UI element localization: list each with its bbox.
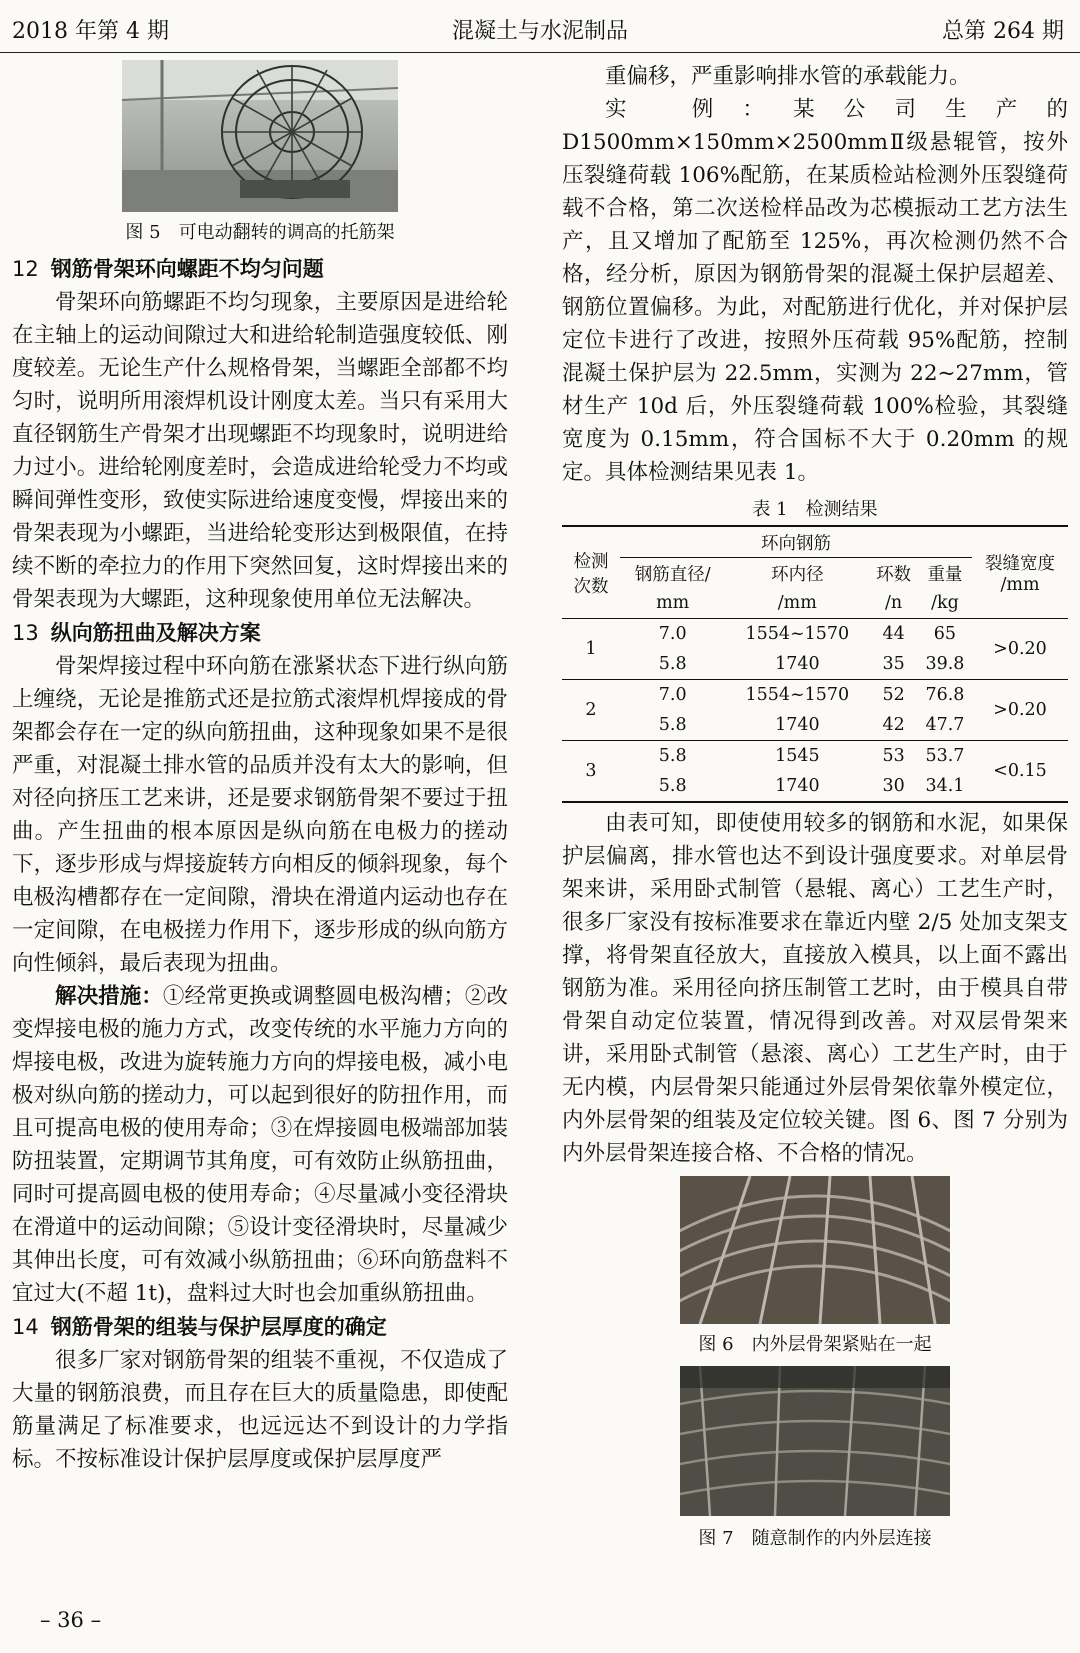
figure-6 — [562, 1176, 1068, 1358]
analysis-paragraph: 由表可知，即使使用较多的钢筋和水泥，如果保护层偏离，排水管也达不到设计强度要求。对单层骨架来讲，采用卧式制管（悬辊、离心）工艺生产时，很多厂家没有按标准要求在靠近内壁 2/5 处加支架支撑，将骨架直径放大，直接放入模具，以上面不露出钢筋为准。采用径向挤压制管工艺时，由于模具自带骨架自动定位装置，情况得到改善。对双层骨架来讲，采用卧式制管（悬滚、离心）工艺生产时，由于无内模，内层骨架只能通过外层骨架依靠外模定位，内外层骨架的组装及定位较关键。图 6、图 7 分别为内外层骨架连接合格、不合格的情况。 — [562, 811, 1068, 1166]
section-12-number: 12 — [12, 257, 39, 281]
continued-paragraph: 重偏移，严重影响排水管的承载能力。 — [605, 64, 971, 89]
figure-7-photo — [680, 1366, 950, 1516]
cell-test: 3 — [585, 761, 597, 781]
section-12-title: 钢筋骨架环向螺距不均匀问题 — [50, 257, 324, 281]
section-13-paragraph-1: 骨架焊接过程中环向筋在涨紧状态下进行纵向筋上缠绕，无论是推筋式还是拉筋式滚焊机焊接成的骨架都会存在一定的纵向筋扭曲，这种现象如果不是很严重，对混凝土排水管的品质并没有太大的影响，但对径向挤压工艺来讲，还是要求钢筋骨架不要过于扭曲。产生扭曲的根本原因是纵向筋在电极力的搓动下，逐步形成与焊接旋转方向相反的倾斜现象，每个电极沟槽都存在一定间隙，滑块在滑道内运动也存在一定间隙，在电极搓力作用下，逐步形成的纵向筋方向性倾斜，最后表现为扭曲。 — [12, 654, 508, 976]
cell-weight: 76.8 — [925, 685, 965, 705]
example-paragraph: 实 例：某公司生产的 D1500mm×150mm×2500mmⅡ级悬辊管，按外压裂缝荷载 106%配筋，在某质检站检测外压裂缝荷载不合格，第二次送检样品改为芯模振动工艺方法生产，且又增加了配筋至 125%，再次检测仍然不合格，经分析，原因为钢筋骨架的混凝土保护层超差、钢筋位置偏移。为此，对配筋进行优化，并对保护层定位卡进行了改进，按照外压荷载 95%配筋，控制混凝土保护层为 22.5mm，实测为 22~27mm，管材生产 10d 后，外压裂缝荷载 100%检验，其裂缝宽度为 0.15mm，符合国标不大于 0.20mm 的规定。具体检测结果见表 1。 — [562, 97, 1068, 485]
col-header-diameter: 钢筋直径/ — [634, 564, 711, 585]
left-column — [12, 60, 508, 1476]
col-header-test — [562, 526, 620, 619]
cell-inner: 1554~1570 — [745, 624, 850, 644]
cell-weight: 39.8 — [925, 654, 965, 674]
cell-test: 2 — [585, 700, 597, 720]
col-header-crack — [972, 526, 1068, 619]
cell-test: 1 — [585, 639, 597, 659]
table-row — [562, 680, 1068, 711]
cell-rings: 35 — [882, 654, 905, 674]
col-unit-rings: /n — [885, 593, 903, 613]
cell-weight: 65 — [933, 624, 957, 644]
solution-text: ①经常更换或调整圆电极沟槽；②改变焊接电极的施力方式，改变传统的水平施力方向的焊接电极，改进为旋转施力方向的焊接电极，减小电极对纵向筋的搓动力，可以起到很好的防扭作用，而且可提高电极的使用寿命；③在焊接圆电极端部加装防扭装置，定期调节其角度，可有效防止纵筋扭曲，同时可提高圆电极的使用寿命；④尽量减小变径滑块在滑道中的运动间隙；⑤设计变径滑块时，尽量减少其伸出长度，可有效减小纵筋扭曲；⑥环向筋盘料不宜过大(不超 1t)，盘料过大时也会加重纵筋扭曲。 — [12, 984, 508, 1306]
cell-inner: 1740 — [775, 715, 820, 735]
table-1-title: 表 1 检测结果 — [752, 499, 878, 520]
section-14-number: 14 — [12, 1315, 39, 1339]
cell-weight: 34.1 — [925, 776, 965, 796]
cell-crack: >0.20 — [993, 700, 1047, 720]
cell-rings: 44 — [882, 624, 905, 644]
col-header-crack-line1: 裂缝宽度 — [985, 554, 1055, 574]
col-header-inner: 环内径 — [771, 564, 824, 585]
cell-crack: <0.15 — [993, 761, 1047, 781]
cell-crack: >0.20 — [993, 639, 1047, 659]
results-table — [562, 525, 1068, 803]
cell-dia: 5.8 — [658, 776, 687, 796]
section-13-title: 纵向筋扭曲及解决方案 — [50, 621, 261, 645]
right-column — [562, 60, 1068, 1552]
cell-inner: 1740 — [775, 776, 820, 796]
figure-7 — [562, 1366, 1068, 1552]
section-13-number: 13 — [12, 621, 39, 645]
col-group-ring-steel: 环向钢筋 — [620, 526, 972, 558]
section-14-title: 钢筋骨架的组装与保护层厚度的确定 — [50, 1315, 387, 1339]
section-14-heading — [12, 1310, 508, 1344]
cell-inner: 1545 — [775, 746, 820, 766]
section-12-heading — [12, 252, 508, 286]
col-header-test-line2: 次数 — [573, 576, 609, 597]
table-row — [562, 741, 1068, 772]
col-header-test-line1: 检测 — [573, 551, 609, 572]
col-unit-diameter: mm — [656, 593, 690, 613]
cell-rings: 42 — [882, 715, 905, 735]
cell-inner: 1740 — [775, 654, 820, 674]
col-unit-weight: /kg — [931, 593, 959, 613]
figure-5-caption: 图 5 可电动翻转的调高的托筋架 — [125, 222, 395, 243]
running-header — [0, 0, 1080, 53]
section-13-heading — [12, 616, 508, 650]
solution-lead: 解决措施： — [55, 984, 163, 1009]
page-number: – 36 – — [40, 1608, 102, 1632]
cell-dia: 5.8 — [658, 654, 687, 674]
table-row — [562, 619, 1068, 650]
figure-6-photo — [680, 1176, 950, 1324]
section-14-paragraph: 很多厂家对钢筋骨架的组装不重视，不仅造成了大量的钢筋浪费，而且存在巨大的质量隐患，即使配筋量满足了标准要求，也远远达不到设计的力学指标。不按标准设计保护层厚度或保护层厚度严 — [12, 1348, 508, 1472]
journal-title: 混凝土与水泥制品 — [451, 19, 628, 44]
total-issue-label: 总第 264 期 — [942, 19, 1064, 44]
cell-dia: 5.8 — [658, 746, 687, 766]
col-header-crack-line2: /mm — [1000, 575, 1040, 595]
section-13-paragraph-2 — [12, 980, 508, 1310]
figure-6-caption: 图 6 内外层骨架紧贴在一起 — [698, 1334, 932, 1355]
col-unit-inner: /mm — [777, 593, 817, 613]
cell-inner: 1554~1570 — [745, 685, 850, 705]
cell-dia: 7.0 — [658, 685, 687, 705]
cell-rings: 53 — [882, 746, 905, 766]
section-12-paragraph: 骨架环向筋螺距不均匀现象，主要原因是进给轮在主轴上的运动间隙过大和进给轮制造强度较低、刚度较差。无论生产什么规格骨架，当螺距全部都不均匀时，说明所用滚焊机设计刚度太差。当只有采用大直径钢筋生产骨架才出现螺距不均现象时，说明进给力过小。进给轮刚度差时，会造成进给轮受力不均或瞬间弹性变形，致使实际进给速度变慢，焊接出来的骨架表现为小螺距，当进给轮变形达到极限值，在持续不断的牵拉力的作用下突然回复，这时焊接出来的骨架表现为大螺距，这种现象使用单位无法解决。 — [12, 290, 508, 612]
figure-5 — [12, 60, 508, 246]
cell-weight: 53.7 — [925, 746, 965, 766]
cell-rings: 52 — [882, 685, 905, 705]
figure-5-photo — [122, 60, 398, 212]
col-header-weight: 重量 — [927, 564, 963, 585]
col-header-rings: 环数 — [876, 564, 912, 585]
figure-7-caption: 图 7 随意制作的内外层连接 — [698, 1528, 932, 1549]
cell-rings: 30 — [882, 776, 905, 796]
cell-dia: 5.8 — [658, 715, 687, 735]
cell-dia: 7.0 — [658, 624, 687, 644]
cell-weight: 47.7 — [925, 715, 965, 735]
issue-label: 2018 年第 4 期 — [12, 19, 169, 44]
